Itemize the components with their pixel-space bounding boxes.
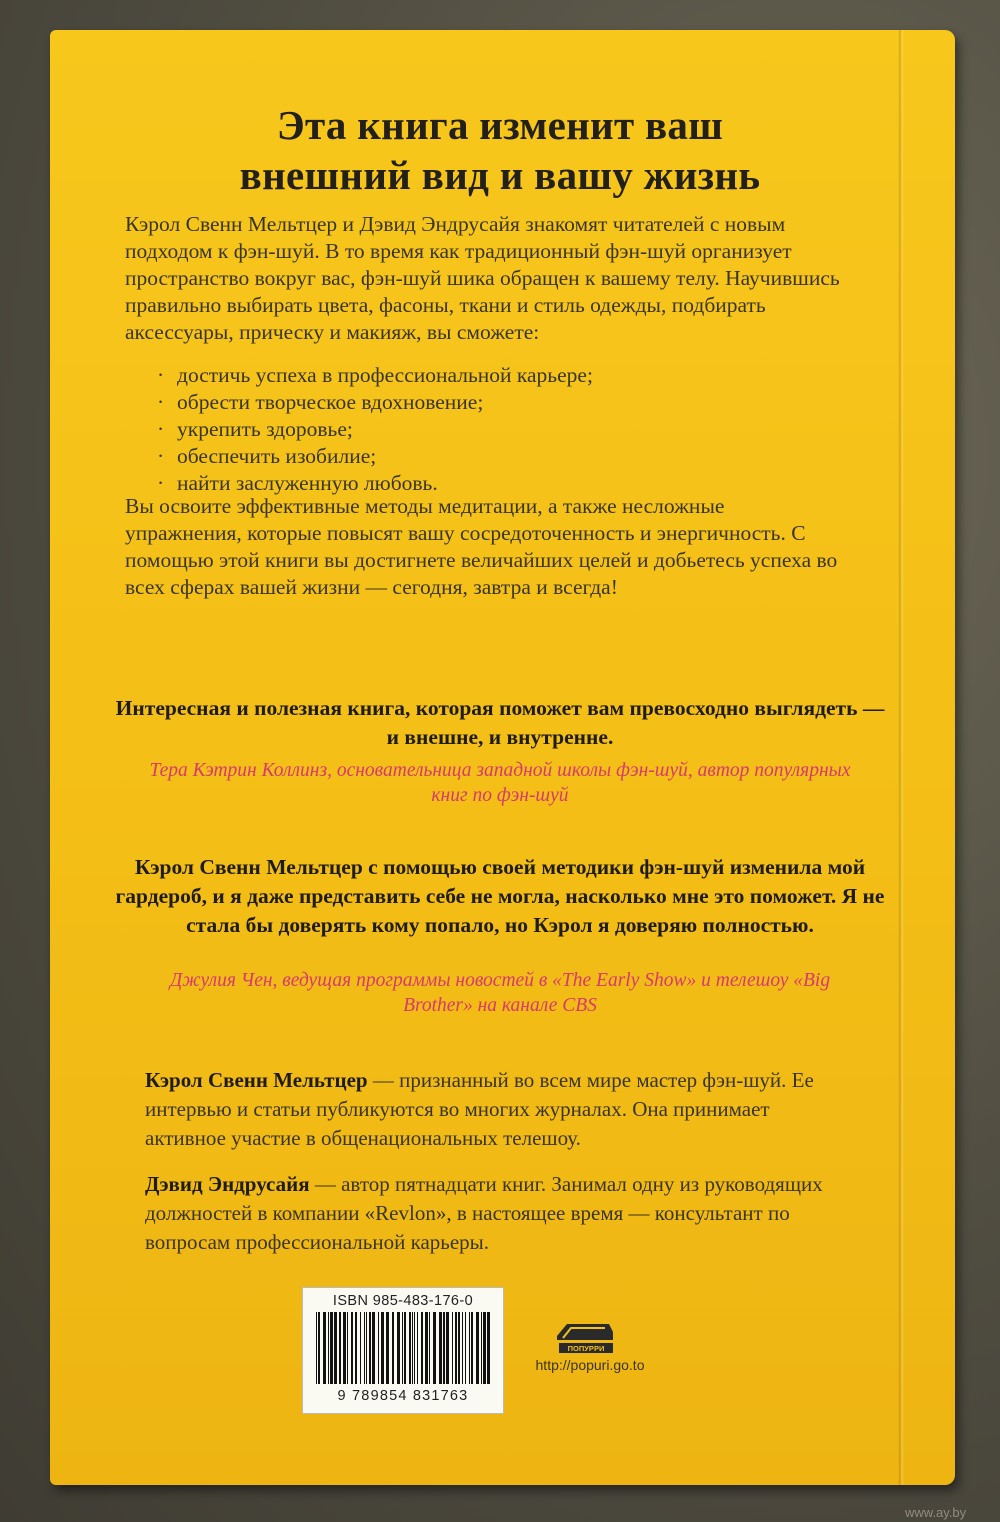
headline-line-1: Эта книга изменит ваш (276, 102, 724, 148)
list-item: · найти заслуженную любовь. (157, 471, 438, 495)
site-watermark: www.ay.by (905, 1505, 967, 1520)
author-bio-andrusia (145, 1170, 845, 1257)
author-bio-text: — признанный во всем мире мастер фэн-шуй. Ее интервью и статьи публикуются во многих журналах. Она принимает активное участие в общенациональных телешоу. (145, 1068, 814, 1150)
list-item: · обрести творческое вдохновение; (157, 390, 484, 414)
author-bio-text: — автор пятнадцати книг. Занимал одну из руководящих должностей в компании «Revlon», в настоящее время — консультант по вопросам профессиональной карьеры. (145, 1172, 823, 1254)
publisher-logo-label: ПОПУРРИ (567, 1344, 605, 1353)
publisher-url: http://popuri.go.to (535, 1357, 645, 1373)
review-quote-1: Интересная и полезная книга, которая поможет вам превосходно выглядеть — и внешне, и внутренне. (115, 696, 885, 749)
list-item: · достичь успеха в профессиональной карьере; (157, 363, 593, 387)
publisher-logo-icon (553, 1318, 617, 1356)
author-name: Дэвид Эндрусайя (145, 1172, 310, 1196)
list-item: · укрепить здоровье; (157, 417, 353, 441)
spine-crease (898, 30, 904, 1485)
ean-number: 9 789854 831763 (337, 1388, 469, 1404)
intro-paragraph: Кэрол Свенн Мельтцер и Дэвид Эндрусайя знакомят читателей с новым подходом к фэн-шуй. В то время как традиционный фэн-шуй организует пространство вокруг вас, фэн-шуй шика обращен к вашему телу. Научившись правильно выбирать цвета, фасоны, ткани и стиль одежды, подбирать аксессуары, прическу и макияж, вы сможете: (125, 212, 840, 344)
barcode-icon (314, 1312, 492, 1386)
bullet-icon: · (157, 390, 165, 414)
headline-line-2: внешний вид и вашу жизнь (239, 152, 761, 198)
author-bio-meltzer (145, 1066, 845, 1153)
review-attribution-1: Тера Кэтрин Коллинз, основательница западной школы фэн-шуй, автор популярных книг по фэн-шуй (149, 760, 851, 806)
cover-headline (100, 100, 900, 200)
bullet-icon: · (157, 417, 165, 441)
bullet-icon: · (157, 444, 165, 468)
bullet-icon: · (157, 363, 165, 387)
benefits-list (155, 362, 755, 497)
bullet-icon: · (157, 471, 165, 495)
review-attribution-2: Джулия Чен, ведущая программы новостей в «The Early Show» и телешоу «Big Brother» на канале CBS (169, 970, 831, 1016)
list-item: · обеспечить изобилие; (157, 444, 377, 468)
author-name: Кэрол Свенн Мельтцер (145, 1068, 368, 1092)
review-quote-2: Кэрол Свенн Мельтцер с помощью своей методики фэн-шуй изменила мой гардероб, и я даже представить себе не могла, насколько мне это поможет. Я не стала бы доверять кому попало, но Кэрол я доверяю полностью. (115, 855, 885, 937)
outro-paragraph: Вы освоите эффективные методы медитации, а также несложные упражнения, которые повысят вашу сосредоточенность и энергичность. С помощью этой книги вы достигнете величайших целей и добьетесь успеха во всех сферах вашей жизни — сегодня, завтра и всегда! (125, 494, 838, 599)
isbn-number: ISBN 985-483-176-0 (332, 1293, 474, 1309)
